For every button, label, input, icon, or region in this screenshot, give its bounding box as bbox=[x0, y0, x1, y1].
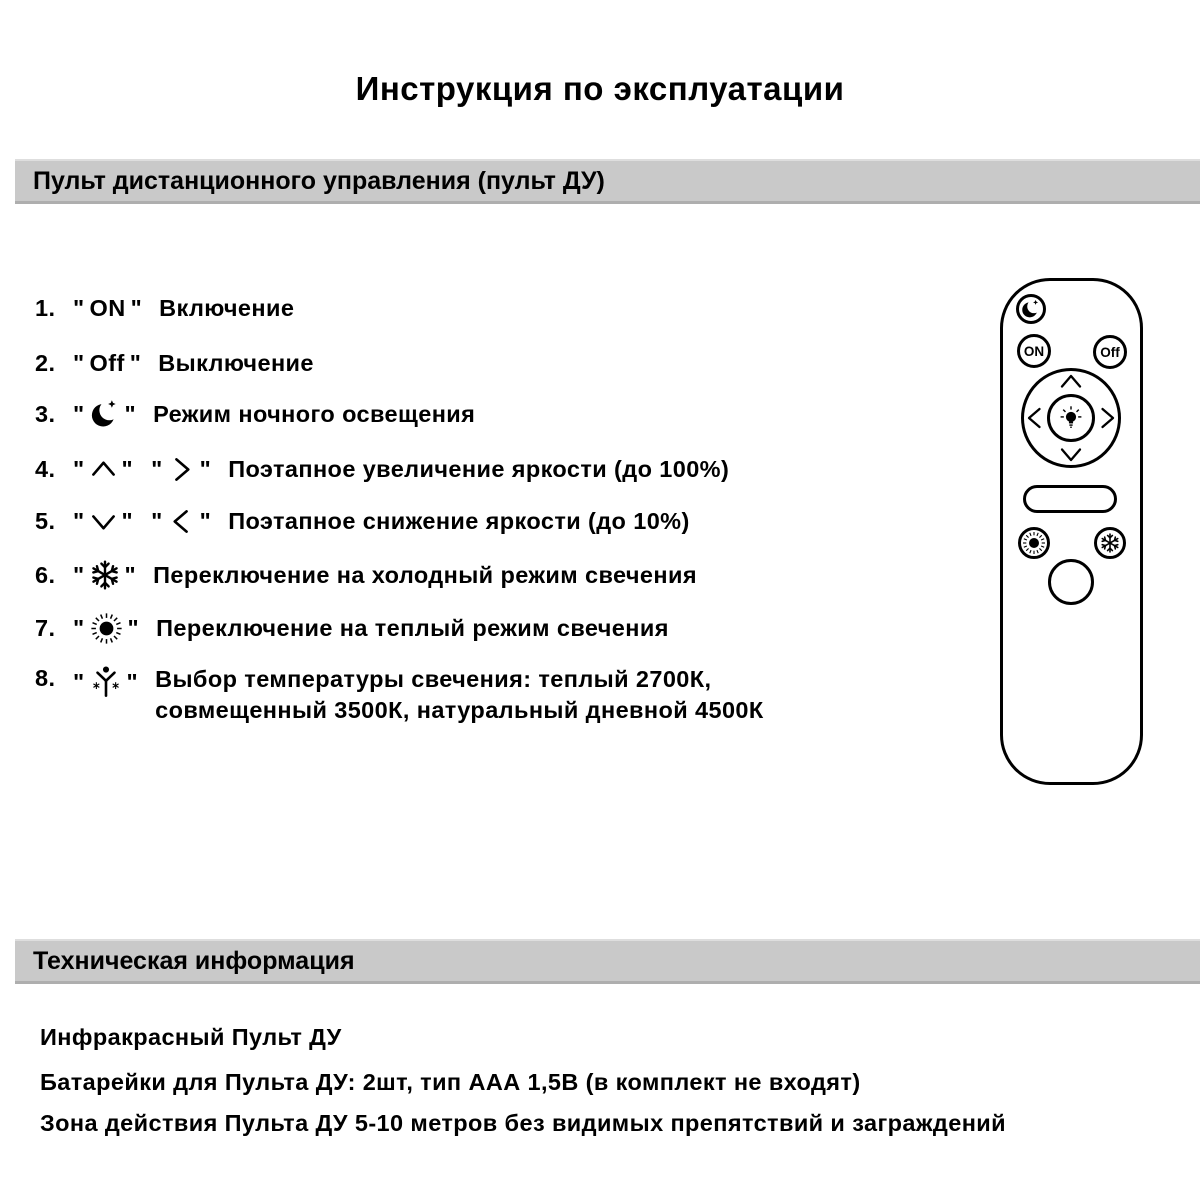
item-keys bbox=[68, 665, 143, 699]
item-description: Переключение на теплый режим свечения bbox=[156, 614, 669, 641]
on-button-label: ON bbox=[1023, 343, 1045, 359]
night-mode-button bbox=[1016, 294, 1046, 324]
quote-mark: " bbox=[130, 294, 143, 321]
item-description: Режим ночного освещения bbox=[153, 400, 476, 427]
quote-mark: " bbox=[151, 455, 163, 482]
quote-mark: " bbox=[127, 614, 140, 641]
instruction-item-7 bbox=[35, 610, 669, 646]
section-header-tech-label: Техническая информация bbox=[33, 946, 355, 975]
chevron-left-icon bbox=[1023, 406, 1047, 430]
key-group bbox=[68, 295, 147, 322]
section-header-remote bbox=[15, 159, 1200, 204]
snowflake-icon bbox=[1100, 533, 1120, 553]
instruction-item-1 bbox=[35, 290, 294, 326]
item-description: Поэтапное снижение яркости (до 10%) bbox=[228, 507, 690, 534]
item-description: Выключение bbox=[158, 349, 314, 376]
color-select-icon bbox=[90, 665, 122, 699]
item-number: 1. bbox=[35, 294, 56, 321]
instruction-item-8 bbox=[35, 664, 764, 726]
key-label: Off bbox=[89, 349, 125, 376]
item-number: 6. bbox=[35, 561, 56, 588]
key-group bbox=[146, 508, 216, 535]
instruction-item-5 bbox=[35, 503, 690, 539]
round-button bbox=[1048, 559, 1094, 605]
off-button-label: Off bbox=[1100, 344, 1120, 360]
item-keys bbox=[68, 456, 216, 483]
sun-icon bbox=[90, 612, 123, 645]
item-number: 4. bbox=[35, 455, 56, 482]
cold-mode-button bbox=[1094, 527, 1126, 559]
quote-mark: " bbox=[73, 455, 85, 482]
key-group bbox=[68, 350, 146, 377]
tech-info-line: Батарейки для Пульта ДУ: 2шт, тип ААА 1,5В (в комплект не входят) bbox=[40, 1069, 861, 1095]
bulb-icon bbox=[1058, 405, 1084, 431]
tech-info-line: Зона действия Пульта ДУ 5-10 метров без видимых препятствий и заграждений bbox=[40, 1110, 1006, 1136]
chevron-down-icon bbox=[90, 508, 117, 535]
item-keys bbox=[68, 350, 146, 377]
item-keys bbox=[68, 295, 147, 322]
quote-mark: " bbox=[73, 668, 85, 695]
item-keys bbox=[68, 560, 141, 590]
quote-mark: " bbox=[73, 507, 85, 534]
chevron-right-icon bbox=[168, 456, 195, 483]
quote-mark: " bbox=[151, 507, 163, 534]
quote-mark: " bbox=[73, 561, 85, 588]
instruction-item-4 bbox=[35, 451, 729, 487]
moon-icon bbox=[1021, 299, 1041, 319]
chevron-up-icon bbox=[1059, 370, 1083, 394]
item-keys bbox=[68, 508, 216, 535]
on-button bbox=[1017, 334, 1051, 368]
key-group bbox=[146, 456, 216, 483]
chevron-right-icon bbox=[1095, 406, 1119, 430]
quote-mark: " bbox=[124, 561, 137, 588]
item-description: Переключение на холодный режим свечения bbox=[153, 561, 697, 588]
blank-pill-button bbox=[1023, 485, 1117, 513]
page-title: Инструкция по эксплуатации bbox=[355, 70, 845, 107]
snowflake-icon bbox=[90, 560, 120, 590]
item-number: 3. bbox=[35, 400, 56, 427]
quote-mark: " bbox=[73, 614, 85, 641]
warm-mode-button bbox=[1018, 527, 1050, 559]
quote-mark: " bbox=[126, 668, 139, 695]
quote-mark: " bbox=[73, 294, 85, 321]
instruction-item-2 bbox=[35, 345, 314, 381]
chevron-up-icon bbox=[90, 456, 117, 483]
tech-info-line: Инфракрасный Пульт ДУ bbox=[40, 1024, 342, 1050]
quote-mark: " bbox=[73, 400, 85, 427]
section-header-tech bbox=[15, 939, 1200, 984]
key-group bbox=[68, 560, 141, 590]
key-label: ON bbox=[89, 294, 126, 321]
instruction-item-3 bbox=[35, 396, 475, 432]
item-keys bbox=[68, 399, 141, 429]
quote-mark: " bbox=[73, 349, 85, 376]
quote-mark: " bbox=[124, 400, 137, 427]
chevron-down-icon bbox=[1059, 442, 1083, 466]
section-header-remote-label: Пульт дистанционного управления (пульт ДУ) bbox=[33, 166, 605, 195]
quote-mark: " bbox=[199, 455, 212, 482]
quote-mark: " bbox=[129, 349, 142, 376]
sun-icon bbox=[1022, 531, 1046, 555]
chevron-left-icon bbox=[168, 508, 195, 535]
key-group bbox=[68, 508, 138, 535]
quote-mark: " bbox=[199, 507, 212, 534]
item-description: Выбор температуры свечения: теплый 2700К, совмещенный 3500К, натуральный дневной 4500К bbox=[155, 666, 764, 723]
item-description: Поэтапное увеличение яркости (до 100%) bbox=[228, 455, 730, 482]
off-button bbox=[1093, 335, 1127, 369]
remote-illustration bbox=[1000, 278, 1143, 785]
key-group bbox=[68, 665, 143, 699]
quote-mark: " bbox=[121, 507, 134, 534]
moon-icon bbox=[90, 399, 120, 429]
item-number: 5. bbox=[35, 507, 56, 534]
key-group bbox=[68, 399, 141, 429]
instruction-item-6 bbox=[35, 557, 697, 593]
key-group bbox=[68, 612, 144, 645]
key-group bbox=[68, 456, 138, 483]
item-keys bbox=[68, 612, 144, 645]
item-description: Включение bbox=[159, 294, 295, 321]
item-number: 2. bbox=[35, 349, 56, 376]
quote-mark: " bbox=[121, 455, 134, 482]
item-number: 7. bbox=[35, 614, 56, 641]
item-number: 8. bbox=[35, 665, 56, 691]
